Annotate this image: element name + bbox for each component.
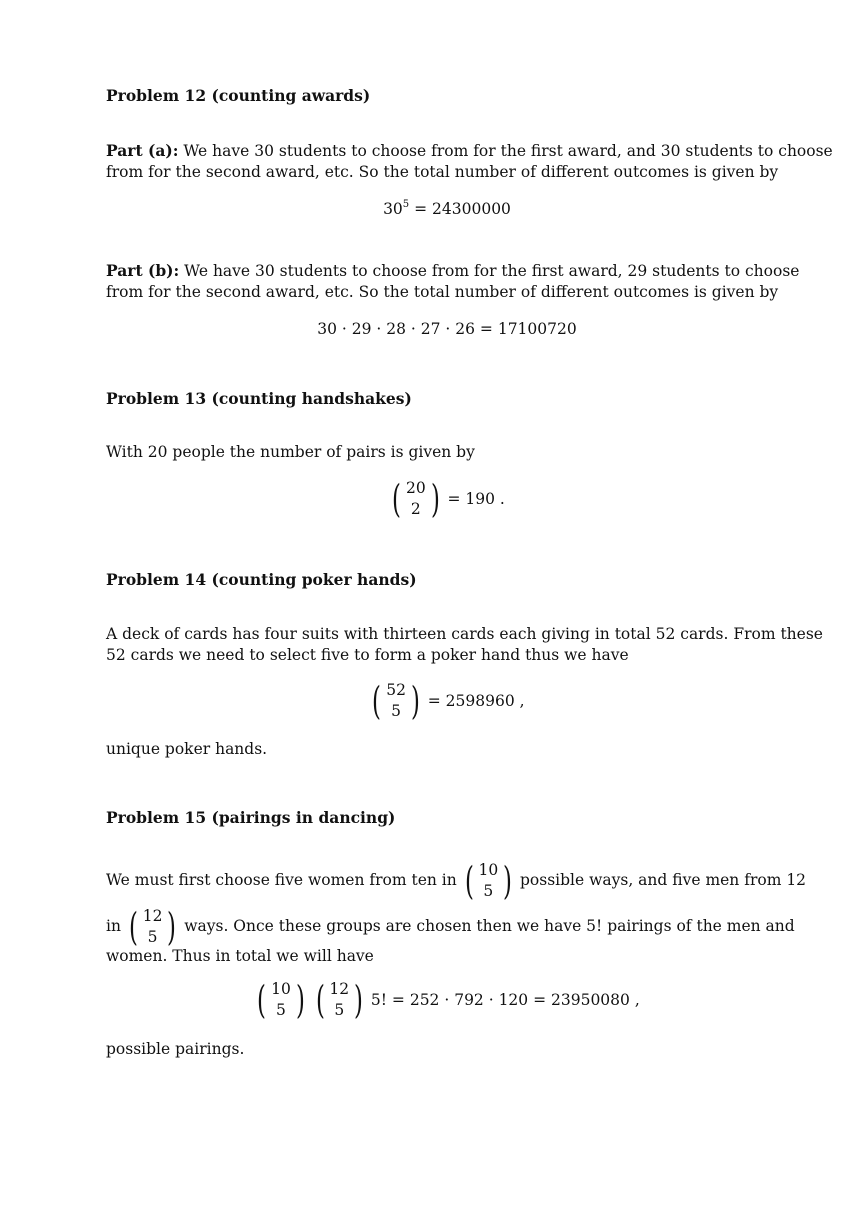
right-paren: ) — [295, 978, 305, 1022]
eq-poker-rhs: = 2598960 , — [427, 692, 525, 710]
problem-14-after: unique poker hands. — [106, 740, 268, 758]
eq-a-exponent: 5 — [402, 199, 410, 210]
problem-12-part-a-text — [106, 140, 833, 183]
binom-bottom: 5 — [483, 882, 494, 900]
equation-handshakes — [106, 478, 788, 520]
part-a-line-2: from for the second award, etc. So the total number of different outcomes is given by — [106, 163, 779, 181]
binom-top: 10 — [271, 980, 291, 998]
problem-12-part-b-text — [106, 260, 800, 303]
problem-15-after: possible pairings. — [106, 1040, 245, 1058]
eq-handshakes-rhs: = 190 . — [447, 490, 505, 508]
binomial-12-5 — [313, 979, 366, 1021]
binom-top: 10 — [478, 861, 499, 879]
problem-12-heading: Problem 12 (counting awards) — [106, 86, 371, 105]
left-paren: ( — [392, 477, 402, 521]
left-paren: ( — [128, 905, 138, 949]
p15-line3: women. Thus in total we will have — [106, 947, 374, 965]
eq-dancing-rhs: 5! = 252 · 792 · 120 = 23950080 , — [370, 991, 640, 1009]
binom-bottom: 5 — [276, 1001, 286, 1019]
binom-top: 52 — [386, 681, 406, 699]
equation-dancing — [106, 979, 788, 1021]
binom-top: 20 — [405, 479, 426, 497]
binom-bottom: 2 — [410, 500, 421, 518]
p15-line1-pre: We must first choose five women from ten in — [106, 871, 457, 889]
binom-top: 12 — [329, 980, 350, 998]
right-paren: ) — [354, 978, 364, 1022]
binomial-10-5-inline — [462, 860, 515, 902]
binom-bottom: 5 — [391, 702, 402, 720]
part-b-line-2: from for the second award, etc. So the total number of different outcomes is given by — [106, 283, 779, 301]
eq-a-rhs: = 24300000 — [414, 200, 511, 218]
right-paren: ) — [503, 859, 513, 903]
left-paren: ( — [464, 859, 474, 903]
binom-top: 12 — [142, 907, 163, 925]
right-paren: ) — [430, 477, 440, 521]
problem-15-heading: Problem 15 (pairings in dancing) — [106, 808, 396, 827]
problem-13-heading: Problem 13 (counting handshakes) — [106, 389, 412, 408]
part-b-line-1: We have 30 students to choose from for the first award, 29 students to choose — [184, 262, 800, 280]
left-paren: ( — [372, 679, 382, 723]
problem-14-text — [106, 624, 823, 666]
p15-line1-post: possible ways, and five men from 12 — [520, 871, 807, 889]
binomial-52-5 — [369, 680, 422, 722]
problem-15-text — [106, 858, 807, 967]
right-paren: ) — [410, 679, 420, 723]
part-a-label: Part (a): — [106, 141, 179, 160]
equation-poker — [106, 680, 788, 722]
part-b-label: Part (b): — [106, 261, 180, 280]
p15-line2-post: ways. Once these groups are chosen then we have 5! pairings of the men and — [184, 917, 795, 935]
left-paren: ( — [257, 978, 267, 1022]
binomial-12-5-inline — [126, 906, 179, 948]
binomial-10-5 — [254, 979, 307, 1021]
part-a-line-1: We have 30 students to choose from for the first award, and 30 students to choose — [183, 142, 833, 160]
problem-14-heading: Problem 14 (counting poker hands) — [106, 570, 417, 589]
eq-a-base: 30 — [383, 200, 403, 218]
binom-bottom: 5 — [147, 928, 158, 946]
binom-bottom: 5 — [334, 1001, 345, 1019]
equation-part-a — [106, 199, 788, 218]
equation-part-b: 30 · 29 · 28 · 27 · 26 = 17100720 — [317, 320, 577, 338]
right-paren: ) — [167, 905, 177, 949]
binomial-20-2 — [389, 478, 442, 520]
problem-14-line-1: A deck of cards has four suits with thirteen cards each giving in total 52 cards. From these — [106, 625, 823, 643]
problem-14-line-2: 52 cards we need to select five to form a poker hand thus we have — [106, 646, 629, 664]
problem-13-text: With 20 people the number of pairs is given by — [106, 443, 475, 461]
left-paren: ( — [315, 978, 325, 1022]
p15-line2-pre: in — [106, 917, 121, 935]
